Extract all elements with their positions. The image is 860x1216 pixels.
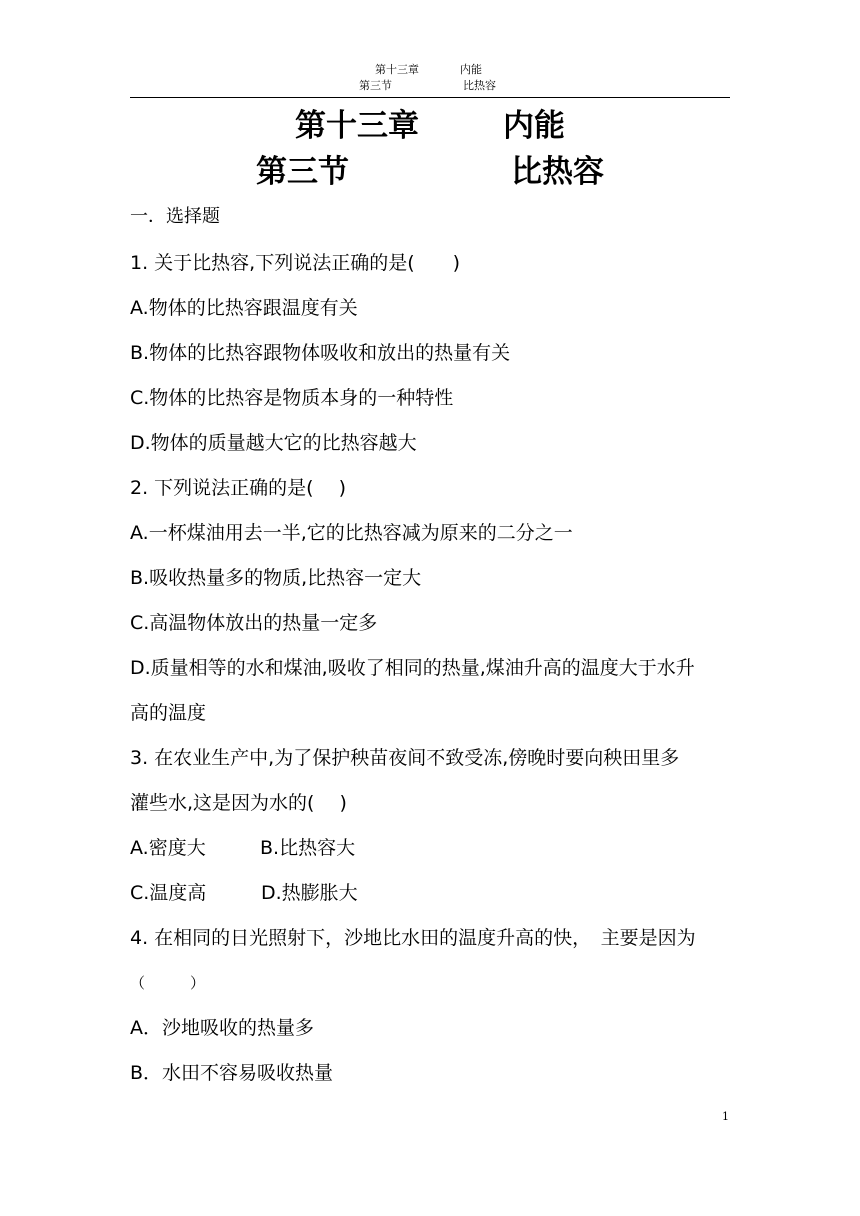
header-rule [130, 97, 730, 98]
question-2-option-a: A.一杯煤油用去一半,它的比热容减为原来的二分之一 [130, 522, 573, 544]
question-2-stem: 2. 下列说法正确的是( ) [130, 477, 347, 499]
question-2-option-c: C.高温物体放出的热量一定多 [130, 612, 378, 634]
question-4-stem: 4. 在相同的日光照射下，沙地比水田的温度升高的快， 主要是因为 [130, 927, 696, 949]
question-3-options-row-1 [130, 835, 740, 861]
question-1-option-b: B.物体的比热容跟物体吸收和放出的热量有关 [130, 342, 511, 364]
header-section: 第三节 [359, 79, 392, 92]
question-1-stem: 1. 关于比热容,下列说法正确的是( ) [130, 252, 461, 274]
question-4-stem-cont: （ ） [130, 974, 206, 992]
section-heading: 一．选择题 [130, 206, 220, 227]
question-3-option-b: B.比热容大 [260, 837, 356, 859]
question-3-option-c: C.温度高 [130, 882, 207, 904]
title-chapter: 第十三章 [295, 108, 419, 144]
title-chapter-name: 内能 [503, 108, 565, 144]
question-1-option-c: C.物体的比热容是物质本身的一种特性 [130, 387, 454, 409]
question-3-stem-cont: 灌些水,这是因为水的( ) [130, 792, 347, 814]
header-chapter: 第十三章 [375, 63, 419, 76]
question-1-option-d: D.物体的质量越大它的比热容越大 [130, 432, 417, 454]
page-number: 1 [722, 1110, 729, 1123]
question-2-option-d-cont: 高的温度 [130, 702, 207, 724]
question-2-option-d: D.质量相等的水和煤油,吸收了相同的热量,煤油升高的温度大于水升 [130, 657, 695, 679]
question-1-option-a: A.物体的比热容跟温度有关 [130, 297, 358, 319]
header-section-name: 比热容 [463, 79, 496, 92]
question-3-option-a: A.密度大 [130, 837, 206, 859]
question-2-option-b: B.吸收热量多的物质,比热容一定大 [130, 567, 422, 589]
question-3-option-d: D.热膨胀大 [261, 882, 358, 904]
title-section-name: 比热容 [511, 154, 604, 190]
question-4-option-a: A．沙地吸收的热量多 [130, 1017, 314, 1039]
running-header [130, 62, 730, 94]
header-chapter-name: 内能 [460, 63, 482, 76]
question-3-stem: 3. 在农业生产中,为了保护秧苗夜间不致受冻,傍晚时要向秧田里多 [130, 747, 680, 769]
question-4-option-b: B．水田不容易吸收热量 [130, 1062, 334, 1084]
title-section: 第三节 [256, 154, 349, 190]
question-3-options-row-2 [130, 880, 740, 906]
